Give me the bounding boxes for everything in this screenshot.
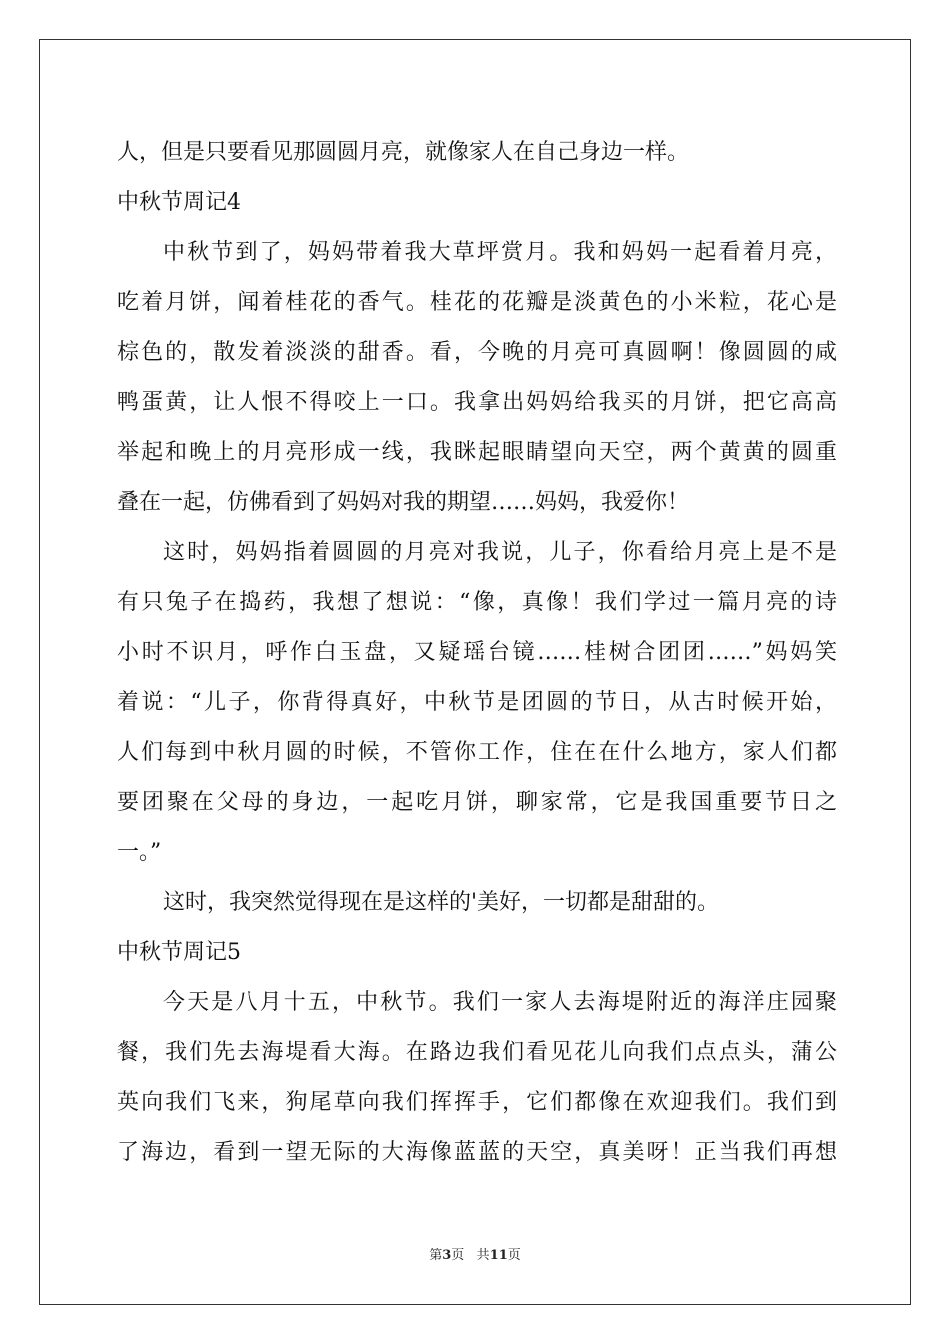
text-line: 餐，我们先去海堤看大海。在路边我们看见花儿向我们点点头，蒲公 xyxy=(117,1040,837,1065)
text-line: 中秋节周记4 xyxy=(117,190,241,215)
text-line: 这时，妈妈指着圆圆的月亮对我说，儿子，你看给月亮上是不是 xyxy=(163,540,837,565)
text-line: 人们每到中秋月圆的时候，不管你工作，住在在什么地方，家人们都 xyxy=(117,740,837,765)
text-line: 有只兔子在捣药，我想了想说：“像，真像！我们学过一篇月亮的诗 xyxy=(117,590,837,615)
text-line: 人，但是只要看见那圆圆月亮，就像家人在自己身边一样。 xyxy=(117,140,690,165)
text-line: 吃着月饼，闻着桂花的香气。桂花的花瓣是淡黄色的小米粒，花心是 xyxy=(117,290,837,315)
text-line: 了海边，看到一望无际的大海像蓝蓝的天空，真美呀！正当我们再想 xyxy=(117,1140,837,1165)
text-line: 要团聚在父母的身边，一起吃月饼，聊家常，它是我国重要节日之 xyxy=(117,790,837,815)
text-line: 一。” xyxy=(117,840,162,865)
footer-total-prefix: 共 xyxy=(476,1248,490,1263)
text-line: 棕色的，散发着淡淡的甜香。看，今晚的月亮可真圆啊！像圆圆的咸 xyxy=(117,340,837,365)
footer-page-unit: 页 xyxy=(451,1248,465,1263)
text-line: 小时不识月，呼作白玉盘，又疑瑶台镜……桂树合团团……”妈妈笑 xyxy=(117,640,837,665)
footer-prefix: 第 xyxy=(429,1248,443,1263)
text-line: 鸭蛋黄，让人恨不得咬上一口。我拿出妈妈给我买的月饼，把它高高 xyxy=(117,390,837,415)
text-line: 中秋节周记5 xyxy=(117,940,241,965)
text-line: 着说：“儿子，你背得真好，中秋节是团圆的节日，从古时候开始， xyxy=(117,690,837,715)
text-line: 叠在一起，仿佛看到了妈妈对我的期望……妈妈，我爱你！ xyxy=(117,490,690,515)
page-footer xyxy=(0,1248,950,1264)
text-line: 中秋节到了，妈妈带着我大草坪赏月。我和妈妈一起看着月亮， xyxy=(163,240,837,265)
footer-total-pages: 11 xyxy=(489,1248,508,1263)
document-body xyxy=(117,128,837,1178)
footer-current-page: 3 xyxy=(442,1248,452,1263)
text-line: 举起和晚上的月亮形成一线，我眯起眼睛望向天空，两个黄黄的圆重 xyxy=(117,440,837,465)
text-line: 今天是八月十五，中秋节。我们一家人去海堤附近的海洋庄园聚 xyxy=(163,990,837,1015)
text-line: 这时，我突然觉得现在是这样的'美好，一切都是甜甜的。 xyxy=(163,890,720,915)
footer-total-unit: 页 xyxy=(507,1248,521,1263)
text-line: 英向我们飞来，狗尾草向我们挥挥手，它们都像在欢迎我们。我们到 xyxy=(117,1090,837,1115)
